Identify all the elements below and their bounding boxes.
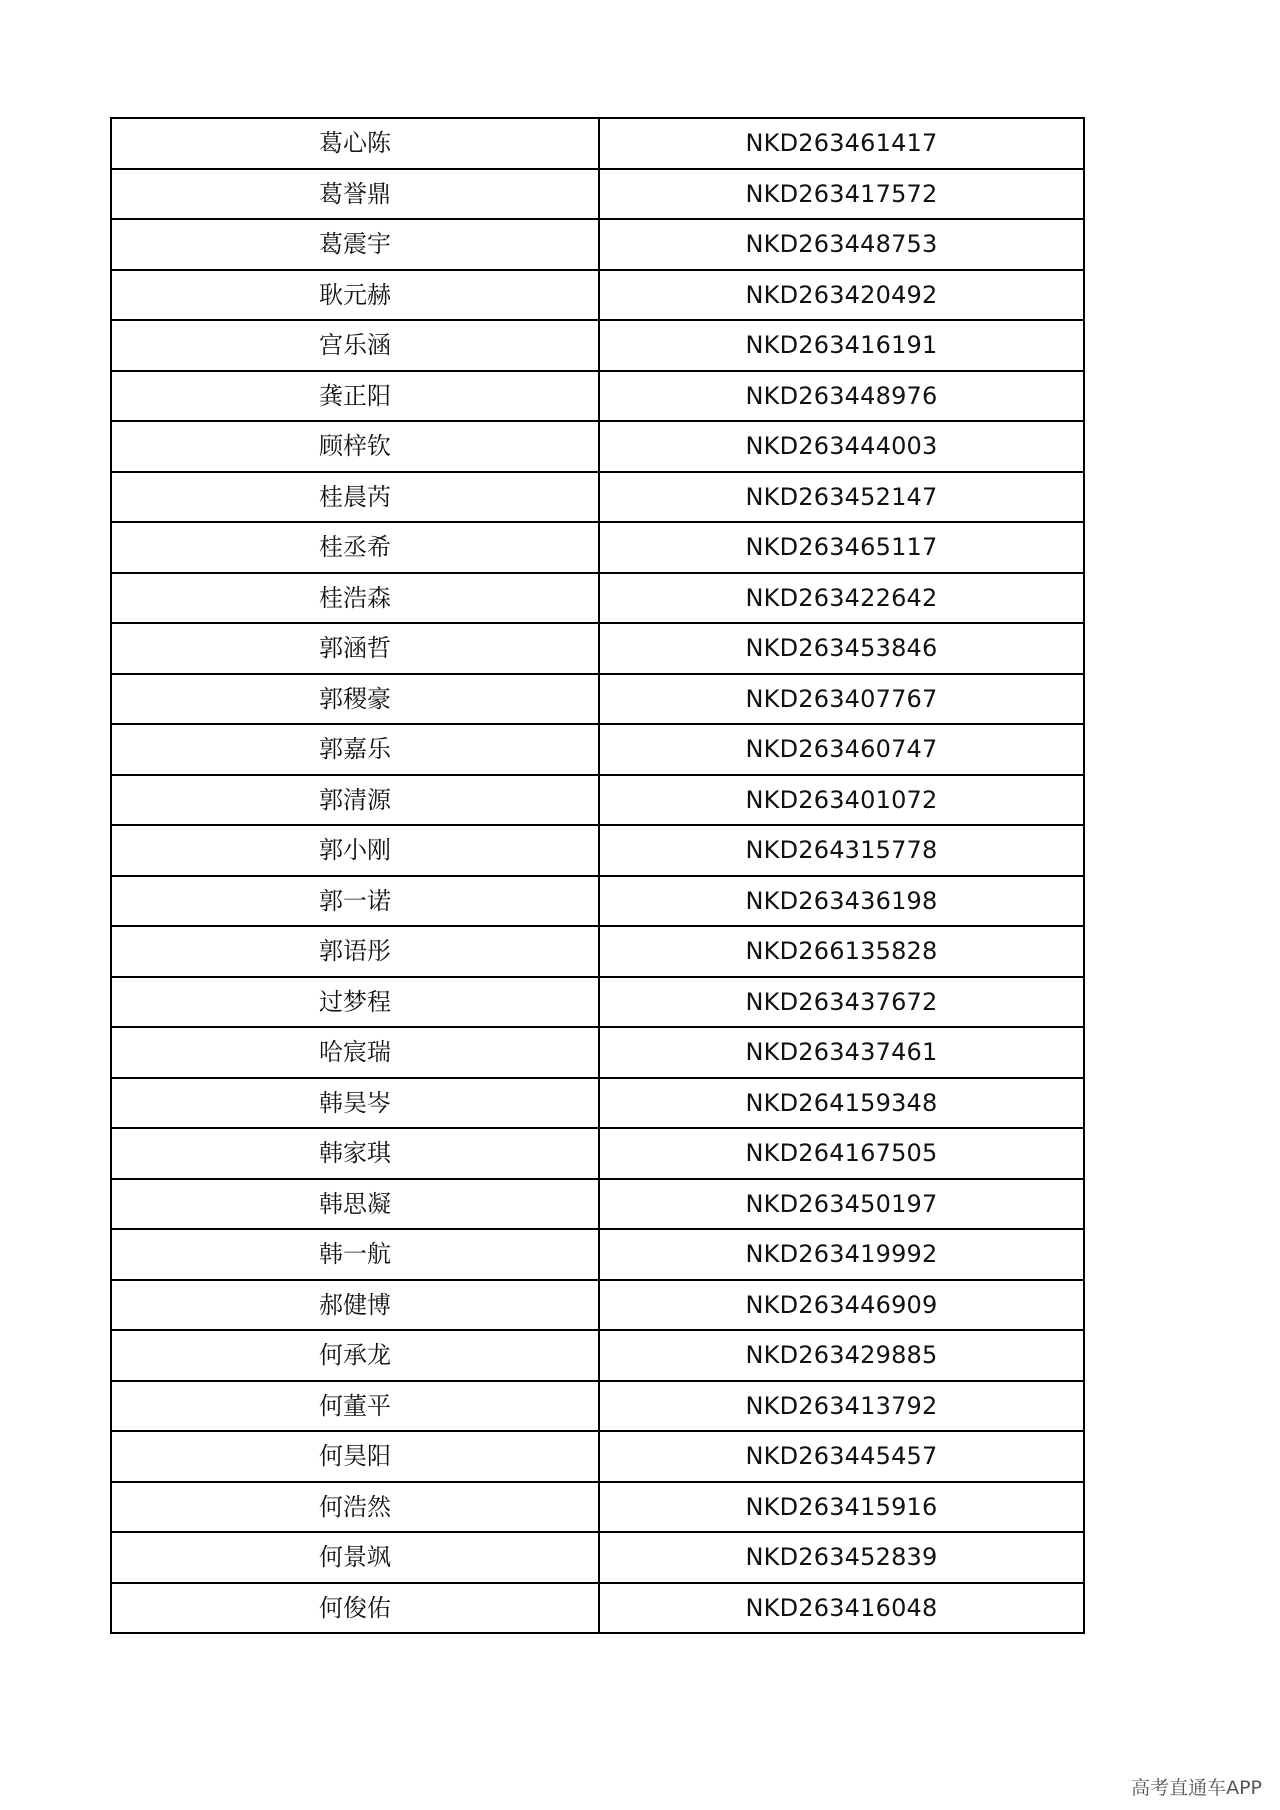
id-cell: NKD263416048 [599,1583,1084,1634]
table-row [111,573,1084,624]
table-row [111,977,1084,1028]
name-cell: 郭小刚 [111,825,599,876]
table-row [111,926,1084,977]
id-cell: NKD263452839 [599,1532,1084,1583]
id-cell: NKD263446909 [599,1280,1084,1331]
watermark: 高考直通车APP [1131,1777,1262,1799]
id-cell: NKD263465117 [599,522,1084,573]
table-row [111,1229,1084,1280]
table-row [111,876,1084,927]
table-row [111,623,1084,674]
table-row [111,1280,1084,1331]
table-row [111,825,1084,876]
name-cell: 葛震宇 [111,219,599,270]
id-cell: NKD264315778 [599,825,1084,876]
table-row [111,1532,1084,1583]
id-cell: NKD266135828 [599,926,1084,977]
id-cell: NKD263417572 [599,169,1084,220]
name-cell: 宫乐涵 [111,320,599,371]
name-cell: 何俊佑 [111,1583,599,1634]
name-cell: 郝健博 [111,1280,599,1331]
table-row [111,1027,1084,1078]
name-cell: 韩昊岑 [111,1078,599,1129]
name-cell: 过梦程 [111,977,599,1028]
name-cell: 郭涵哲 [111,623,599,674]
id-cell: NKD263461417 [599,118,1084,169]
table-row [111,472,1084,523]
table-row [111,1078,1084,1129]
table-row [111,1482,1084,1533]
name-cell: 郭嘉乐 [111,724,599,775]
table-row [111,169,1084,220]
name-cell: 桂浩森 [111,573,599,624]
id-cell: NKD264159348 [599,1078,1084,1129]
roster-table-body [111,118,1084,1633]
id-cell: NKD263445457 [599,1431,1084,1482]
name-cell: 韩一航 [111,1229,599,1280]
id-cell: NKD263448976 [599,371,1084,422]
id-cell: NKD263444003 [599,421,1084,472]
id-cell: NKD263437672 [599,977,1084,1028]
table-row [111,1179,1084,1230]
id-cell: NKD263453846 [599,623,1084,674]
table-row [111,775,1084,826]
name-cell: 耿元赫 [111,270,599,321]
id-cell: NKD264167505 [599,1128,1084,1179]
name-cell: 何景飒 [111,1532,599,1583]
id-cell: NKD263460747 [599,724,1084,775]
table-row [111,371,1084,422]
table-row [111,1431,1084,1482]
table-row [111,1381,1084,1432]
table-row [111,522,1084,573]
table-row [111,724,1084,775]
name-cell: 郭语彤 [111,926,599,977]
name-cell: 何董平 [111,1381,599,1432]
table-row [111,320,1084,371]
id-cell: NKD263436198 [599,876,1084,927]
name-cell: 桂晨芮 [111,472,599,523]
id-cell: NKD263450197 [599,1179,1084,1230]
name-cell: 龚正阳 [111,371,599,422]
name-cell: 桂丞希 [111,522,599,573]
id-cell: NKD263415916 [599,1482,1084,1533]
name-cell: 哈宸瑞 [111,1027,599,1078]
id-cell: NKD263422642 [599,573,1084,624]
id-cell: NKD263429885 [599,1330,1084,1381]
id-cell: NKD263416191 [599,320,1084,371]
roster-table [110,117,1085,1634]
name-cell: 葛誉鼎 [111,169,599,220]
name-cell: 郭一诺 [111,876,599,927]
name-cell: 郭稷豪 [111,674,599,725]
id-cell: NKD263401072 [599,775,1084,826]
table-row [111,219,1084,270]
name-cell: 葛心陈 [111,118,599,169]
name-cell: 韩思凝 [111,1179,599,1230]
table-row [111,1330,1084,1381]
name-cell: 何承龙 [111,1330,599,1381]
table-row [111,270,1084,321]
table-row [111,1583,1084,1634]
id-cell: NKD263437461 [599,1027,1084,1078]
name-cell: 郭清源 [111,775,599,826]
name-cell: 韩家琪 [111,1128,599,1179]
id-cell: NKD263407767 [599,674,1084,725]
name-cell: 何浩然 [111,1482,599,1533]
table-row [111,118,1084,169]
id-cell: NKD263419992 [599,1229,1084,1280]
table-row [111,674,1084,725]
table-row [111,421,1084,472]
id-cell: NKD263413792 [599,1381,1084,1432]
id-cell: NKD263452147 [599,472,1084,523]
id-cell: NKD263448753 [599,219,1084,270]
id-cell: NKD263420492 [599,270,1084,321]
name-cell: 何昊阳 [111,1431,599,1482]
name-cell: 顾梓钦 [111,421,599,472]
table-row [111,1128,1084,1179]
